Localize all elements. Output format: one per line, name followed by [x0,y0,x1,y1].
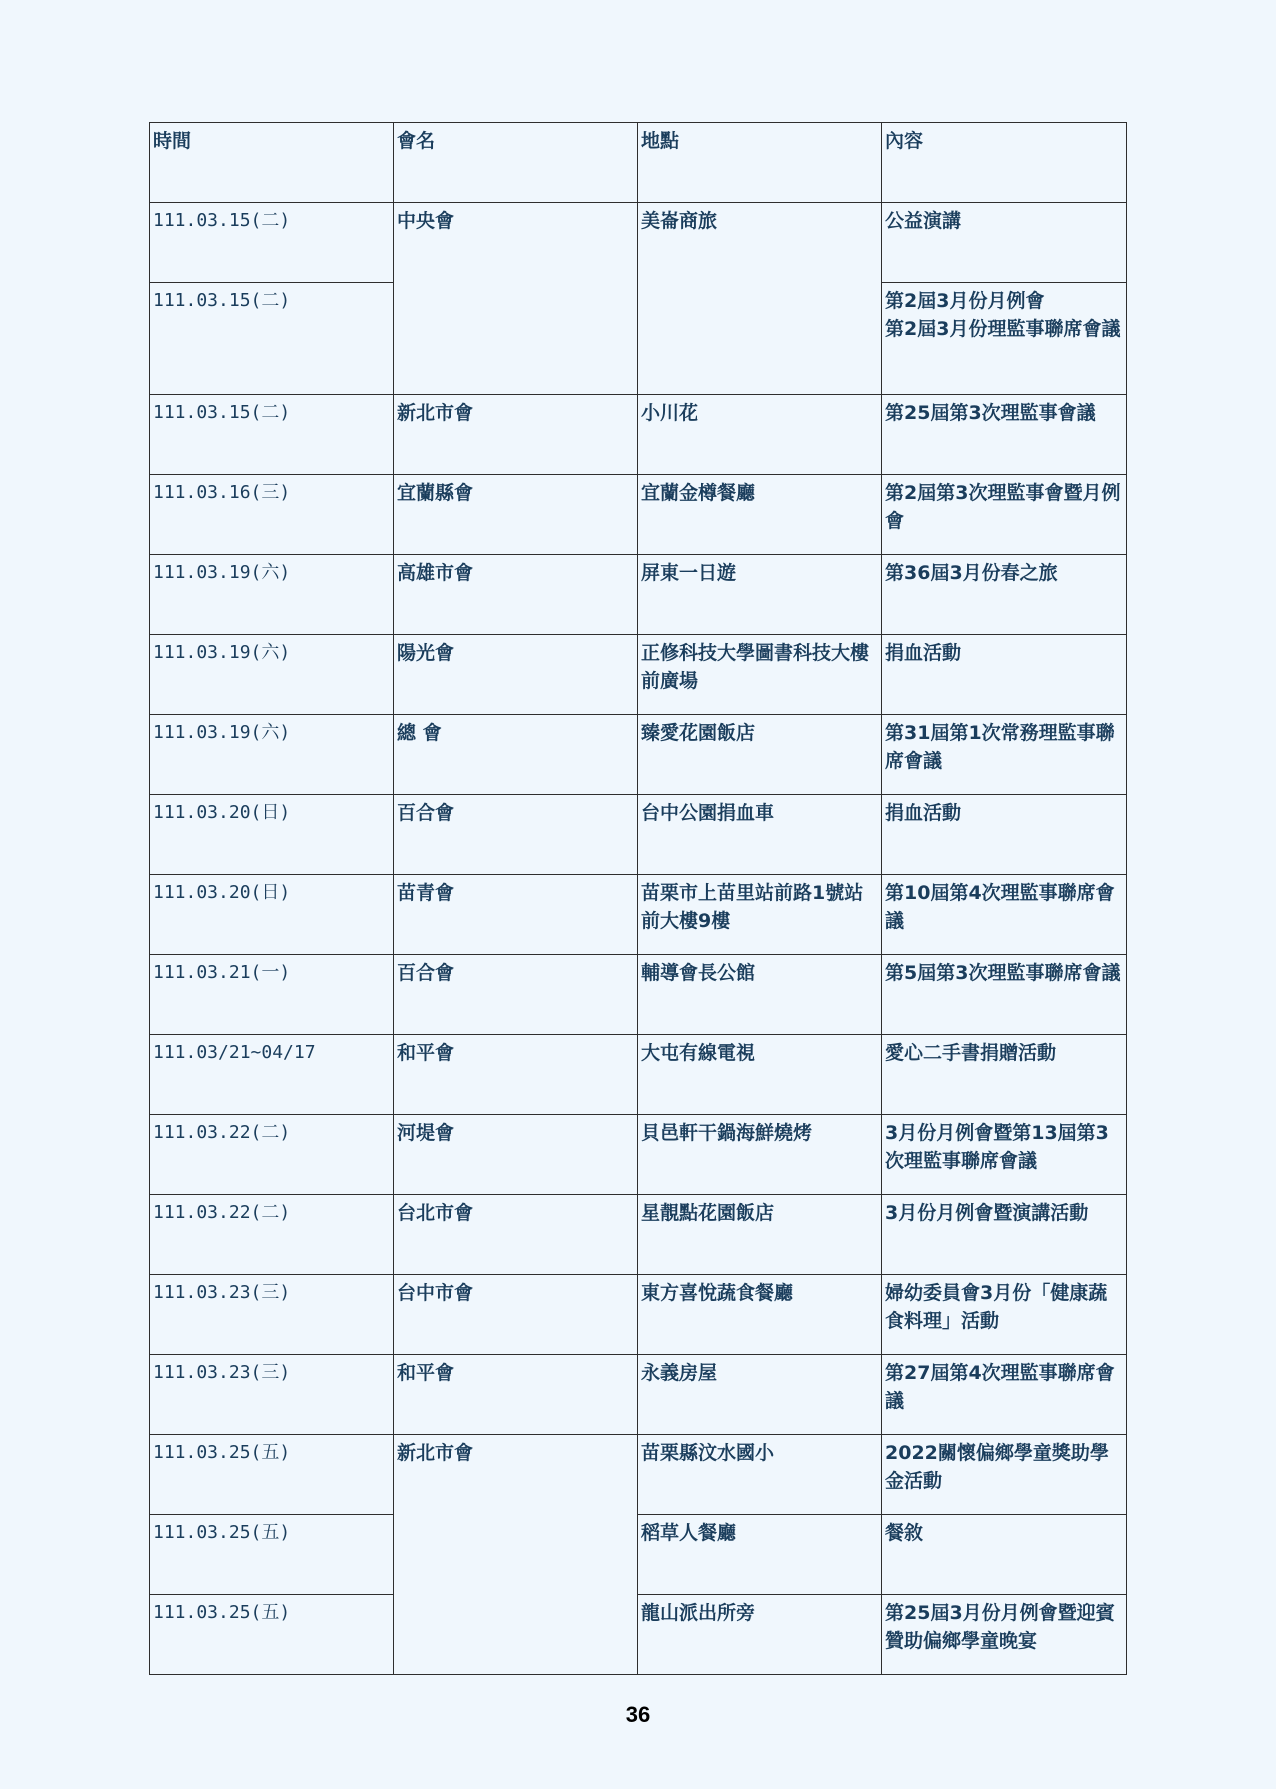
cell-place: 大屯有線電視 [638,1035,882,1115]
cell-place: 星靚點花園飯店 [638,1195,882,1275]
table-row [150,395,1127,475]
cell-content: 婦幼委員會3月份「健康蔬食料理」活動 [882,1275,1127,1355]
table-row [150,555,1127,635]
cell-time: 111.03.22(二) [150,1115,394,1195]
cell-place: 輔導會長公館 [638,955,882,1035]
cell-name: 百合會 [394,795,638,875]
cell-place: 苗栗縣汶水國小 [638,1435,882,1515]
cell-content: 第5屆第3次理監事聯席會議 [882,955,1127,1035]
cell-place: 永義房屋 [638,1355,882,1435]
table-row [150,1195,1127,1275]
cell-name: 河堤會 [394,1115,638,1195]
cell-content: 3月份月例會暨第13屆第3次理監事聯席會議 [882,1115,1127,1195]
cell-content: 愛心二手書捐贈活動 [882,1035,1127,1115]
cell-content: 第31屆第1次常務理監事聯席會議 [882,715,1127,795]
cell-name: 高雄市會 [394,555,638,635]
cell-time: 111.03.25(五) [150,1595,394,1675]
cell-content: 第10屆第4次理監事聯席會議 [882,875,1127,955]
table-row [150,1115,1127,1195]
cell-content: 第25屆第3次理監事會議 [882,395,1127,475]
cell-place: 屏東一日遊 [638,555,882,635]
cell-place: 台中公園捐血車 [638,795,882,875]
cell-name: 和平會 [394,1355,638,1435]
cell-place: 美崙商旅 [638,203,882,395]
table-row [150,795,1127,875]
cell-content: 餐敘 [882,1515,1127,1595]
cell-place: 苗栗市上苗里站前路1號站前大樓9樓 [638,875,882,955]
cell-content: 公益演講 [882,203,1127,283]
cell-time: 111.03/21~04/17 [150,1035,394,1115]
table-header-row [150,123,1127,203]
header-place: 地點 [638,123,882,203]
table-row [150,635,1127,715]
table-row [150,955,1127,1035]
cell-content: 第25屆3月份月例會暨迎賓贊助偏鄉學童晚宴 [882,1595,1127,1675]
cell-place: 龍山派出所旁 [638,1595,882,1675]
cell-name: 和平會 [394,1035,638,1115]
cell-time: 111.03.23(三) [150,1275,394,1355]
cell-place: 臻愛花園飯店 [638,715,882,795]
cell-name: 新北市會 [394,1435,638,1675]
table-row [150,1595,1127,1675]
header-content: 內容 [882,123,1127,203]
cell-content: 2022關懷偏鄉學童獎助學金活動 [882,1435,1127,1515]
cell-name: 中央會 [394,203,638,395]
cell-place: 貝邑軒干鍋海鮮燒烤 [638,1115,882,1195]
cell-name: 總 會 [394,715,638,795]
cell-content: 捐血活動 [882,635,1127,715]
table-row [150,715,1127,795]
cell-time: 111.03.20(日) [150,795,394,875]
cell-name: 百合會 [394,955,638,1035]
cell-time: 111.03.15(二) [150,203,394,283]
event-schedule-table [149,122,1127,1675]
table-row [150,1035,1127,1115]
cell-time: 111.03.15(二) [150,395,394,475]
cell-time: 111.03.15(二) [150,283,394,395]
table-row [150,1435,1127,1515]
cell-time: 111.03.22(二) [150,1195,394,1275]
cell-name: 宜蘭縣會 [394,475,638,555]
table-row [150,203,1127,283]
cell-time: 111.03.19(六) [150,555,394,635]
cell-name: 新北市會 [394,395,638,475]
cell-time: 111.03.25(五) [150,1435,394,1515]
cell-content: 捐血活動 [882,795,1127,875]
cell-content: 第27屆第4次理監事聯席會議 [882,1355,1127,1435]
table-row [150,475,1127,555]
cell-time: 111.03.19(六) [150,715,394,795]
cell-time: 111.03.16(三) [150,475,394,555]
cell-time: 111.03.23(三) [150,1355,394,1435]
header-time: 時間 [150,123,394,203]
cell-time: 111.03.25(五) [150,1515,394,1595]
cell-content: 3月份月例會暨演講活動 [882,1195,1127,1275]
cell-name: 苗青會 [394,875,638,955]
cell-place: 小川花 [638,395,882,475]
cell-content: 第2屆第3次理監事會暨月例會 [882,475,1127,555]
header-name: 會名 [394,123,638,203]
table-row [150,1355,1127,1435]
cell-content: 第2屆3月份月例會 第2屆3月份理監事聯席會議 [882,283,1127,395]
cell-time: 111.03.20(日) [150,875,394,955]
cell-time: 111.03.21(一) [150,955,394,1035]
cell-name: 台中市會 [394,1275,638,1355]
cell-name: 陽光會 [394,635,638,715]
cell-name: 台北市會 [394,1195,638,1275]
cell-place: 東方喜悅蔬食餐廳 [638,1275,882,1355]
table-row [150,875,1127,955]
page-number: 36 [625,1702,651,1727]
cell-place: 宜蘭金樽餐廳 [638,475,882,555]
cell-content: 第36屆3月份春之旅 [882,555,1127,635]
cell-place: 正修科技大學圖書科技大樓前廣場 [638,635,882,715]
table-row [150,1515,1127,1595]
cell-time: 111.03.19(六) [150,635,394,715]
table-row [150,1275,1127,1355]
cell-place: 稻草人餐廳 [638,1515,882,1595]
